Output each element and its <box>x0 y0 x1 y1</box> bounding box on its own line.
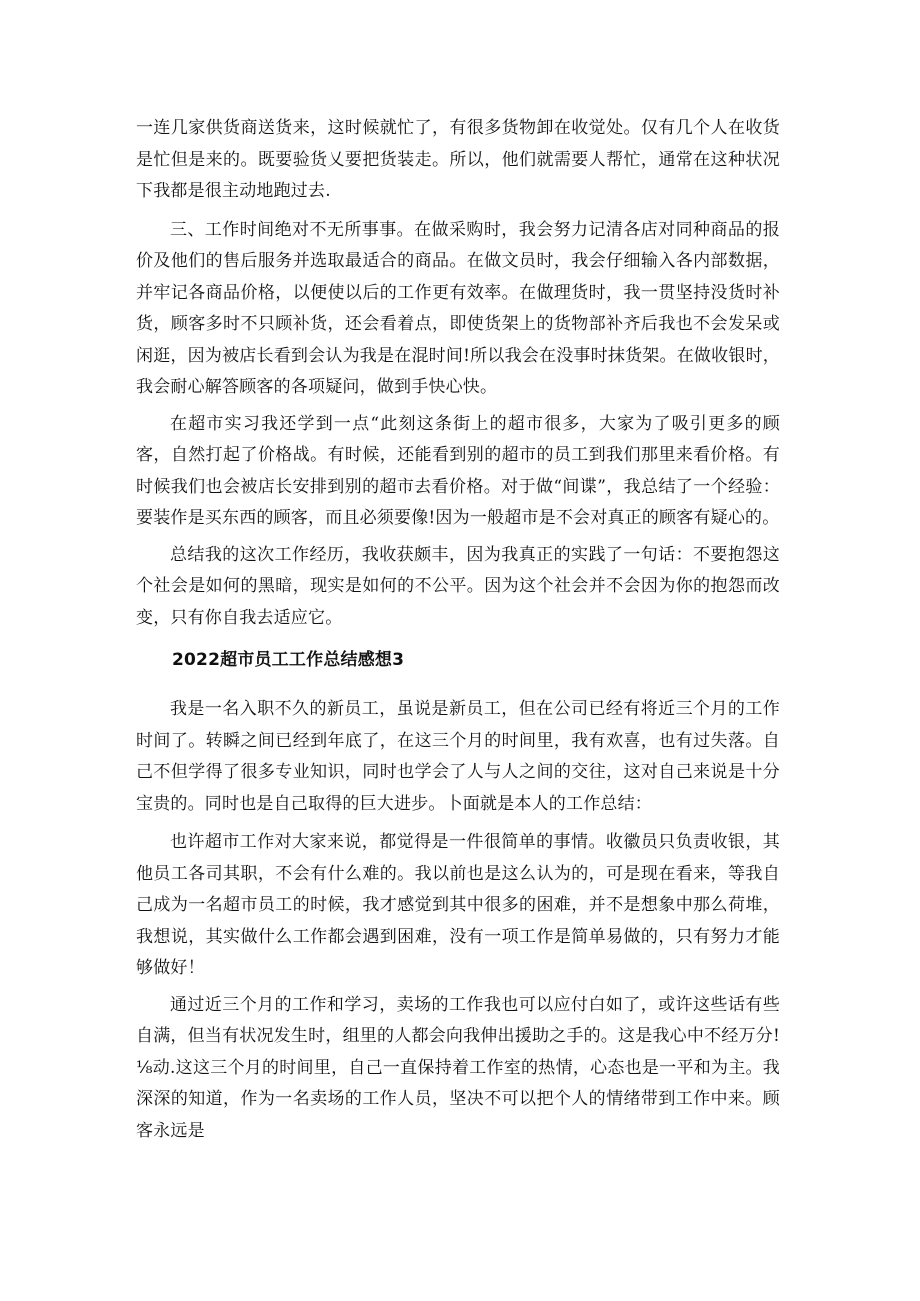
section-title: 2022超市员工工作总结感想3 <box>172 650 405 670</box>
paragraph-price-war: 在超市实习我还学到一点“此刻这条街上的超市很多，大家为了吸引更多的顾客，自然打起了价格战。有时候，还能看到别的超市的员工到我们那里来看价格。有时候我们也会被店长安排到别的超市去看价格。对于做“间谍”，我总结了一个经验：要装作是买东西的顾客，而且必须要像!因为一般超市是不会对真正的顾客有疑心的。 <box>136 413 780 528</box>
document-body <box>136 113 780 1147</box>
paragraph-work-time: 三、工作时间绝对不无所事事。在做采购时，我会努力记清各店对同种商品的报价及他们的售后服务并选取最适合的商品。在做文员时，我会仔细输入各内部数据，并牢记各商品价格，以便使以后的工作更有效率。在做理货时，我一贯坚持没货时补货，顾客多时不只顾补货，还会看着点，即使货架上的货物部补齐后我也不会发呆或闲逛，因为被店长看到会认为我是在混时间!所以我会在没事时抹货架。在做收银时，我会耐心解答顾客的各项疑问，做到手快心快。 <box>136 219 780 397</box>
paragraph-three-months: 通过近三个月的工作和学习，卖场的工作我也可以应付白如了，或许这些话有些自满，但当有状况发生时，组里的人都会向我伸出援助之手的。这是我心中不经万分!⅛动.这这三个月的时间里，自己一直保持着工作室的热情，心态也是一平和为主。我深深的知道，作为一名卖场的工作人员，坚决不可以把个人的情绪带到工作中来。顾客永远是 <box>136 994 780 1141</box>
paragraph-continuation: 一连几家供货商送货来，这时候就忙了，有很多货物卸在收觉处。仅有几个人在收货是忙但是来的。既要验货乂要把货装走。所以，他们就需要人帮忙，通常在这种状况下我都是很主动地跑过去. <box>136 118 780 201</box>
paragraph-summary: 总结我的这次工作经历，我收获颇丰，因为我真正的实践了一句话：不要抱怨这个社会是如何的黑暗，现实是如何的不公平。因为这个社会并不会因为你的抱怨而改变，只有你自我去适应它。 <box>136 544 780 628</box>
paragraph-supermarket-work: 也许超市工作对大家来说，都觉得是一件很简单的事情。收徽员只负责收银，其他员工各司其职，不会有什么难的。我以前也是这么认为的，可是现在看来，等我自己成为一名超市员工的时候，我才感觉到其中很多的困难，并不是想象中那么荷堆，我想说，其实做什么工作都会遇到困难，没有一项工作是简单易做的，只有努力才能够做好！ <box>136 832 780 978</box>
paragraph-new-employee: 我是一名入职不久的新员工，虽说是新员工，但在公司已经有将近三个月的工作时间了。转瞬之间已经到年底了，在这三个月的时间里，我有欢喜，也有过失落。自己不但学得了很多专业知识，同时也学会了人与人之间的交往，这对自己来说是十分宝贵的。同时也是自己取得的巨大进步。卜面就是本人的工作总结： <box>136 699 780 814</box>
